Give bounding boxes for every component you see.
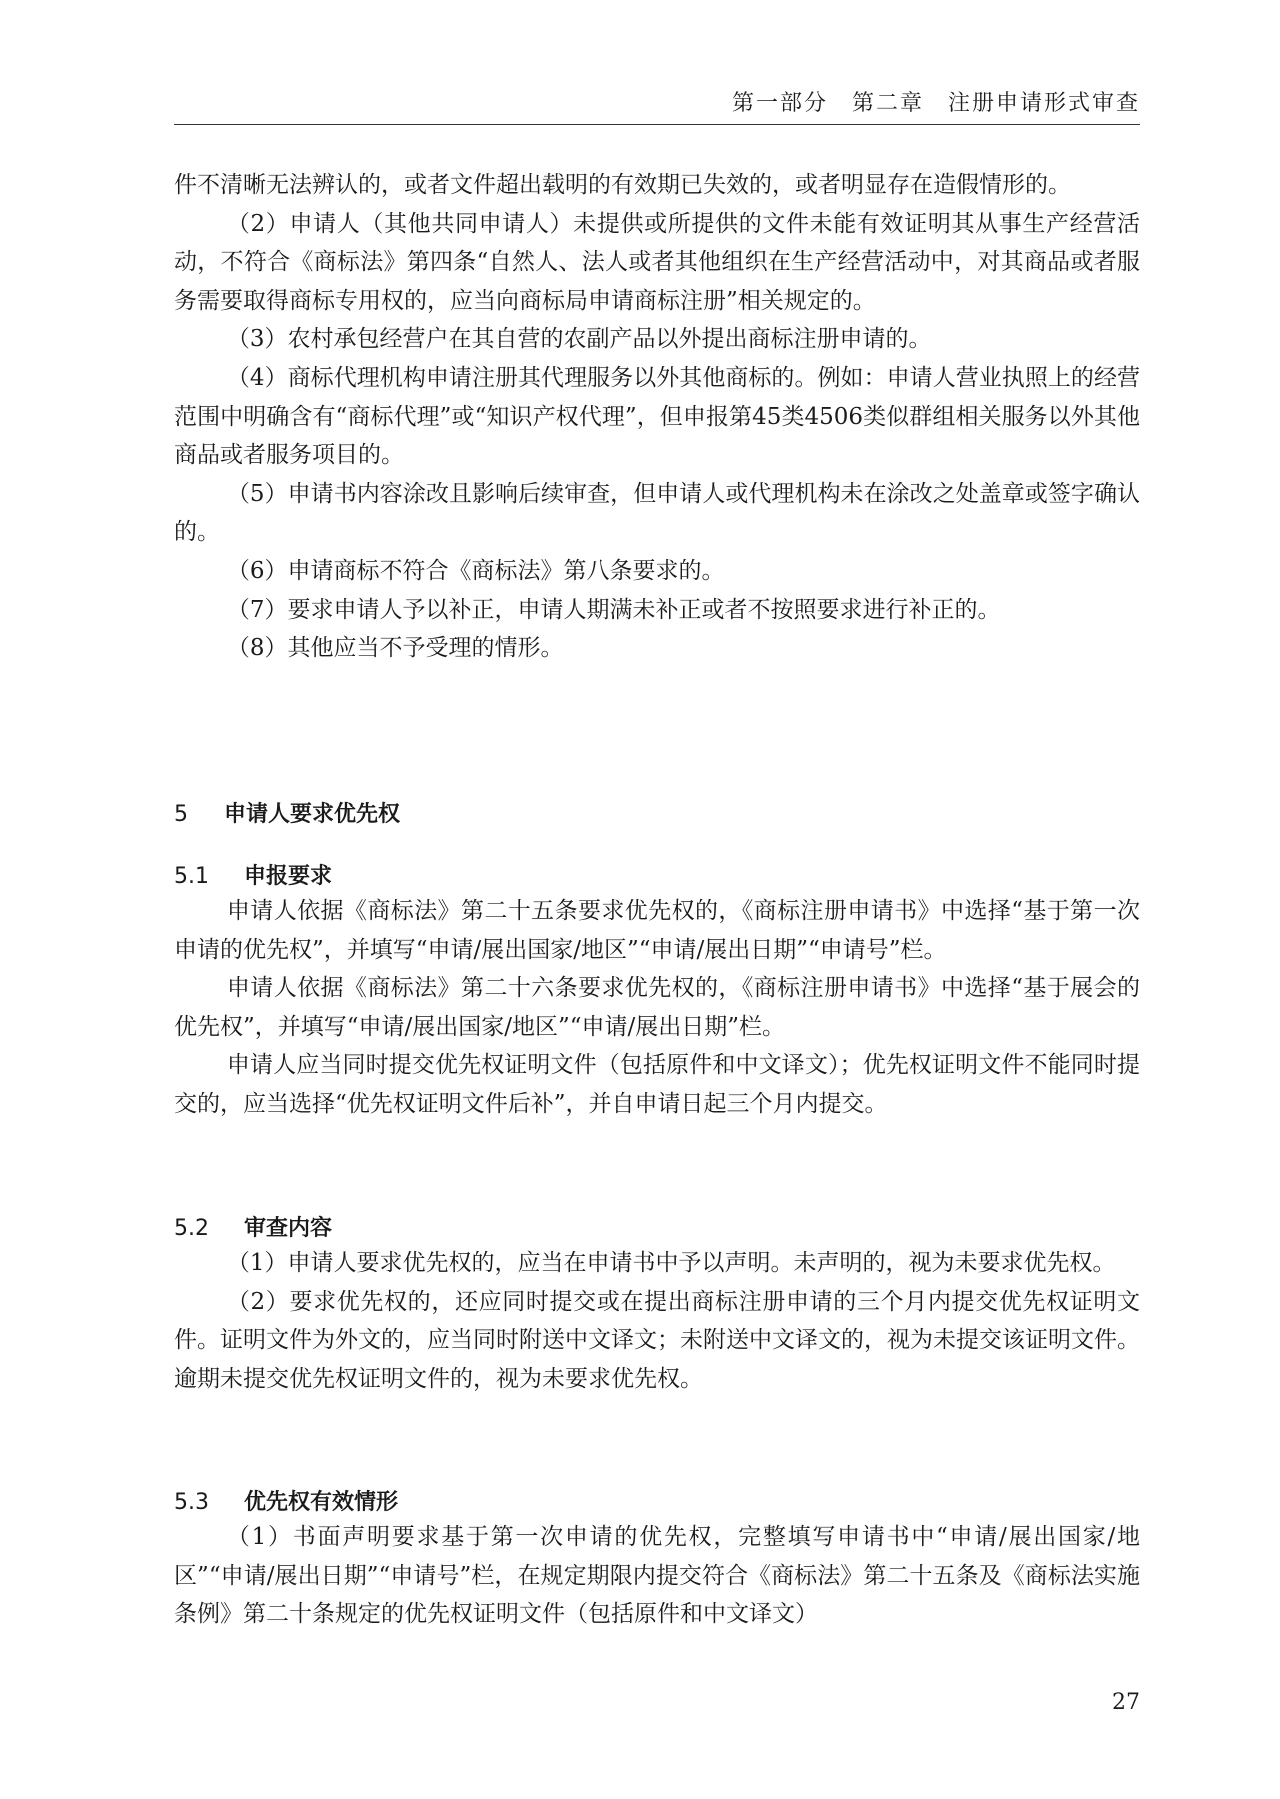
paragraph-item-4: （4）商标代理机构申请注册其代理服务以外其他商标的。例如：申请人营业执照上的经营范围中明确含有“商标代理”或“知识产权代理”，但申报第45类4506类似群组相关服务以外其他商品或者服务项目的。 xyxy=(174,364,1140,469)
running-title: 第一部分 第二章 注册申请形式审查 xyxy=(731,91,1140,116)
section-number: 5.1 xyxy=(174,864,209,889)
paragraph: （1）申请人要求优先权的，应当在申请书中予以声明。未声明的，视为未要求优先权。 xyxy=(226,1250,1116,1276)
paragraph-continuation: 件不清晰无法辨认的，或者文件超出载明的有效期已失效的，或者明显存在造假情形的。 xyxy=(174,172,1071,198)
section-number: 5.2 xyxy=(174,1216,209,1241)
paragraph: 申请人依据《商标法》第二十五条要求优先权的，《商标注册申请书》中选择“基于第一次申请的优先权”，并填写“申请/展出国家/地区”“申请/展出日期”“申请号”栏。 xyxy=(174,898,1140,963)
paragraph-item-5: （5）申请书内容涂改且影响后续审查，但申请人或代理机构未在涂改之处盖章或签字确认的。 xyxy=(174,480,1140,546)
section-number: 5.3 xyxy=(174,1490,209,1515)
section-number: 5 xyxy=(174,802,188,827)
paragraph-item-7: （7）要求申请人予以补正，申请人期满未补正或者不按照要求进行补正的。 xyxy=(226,596,1001,623)
paragraph-item-6: （6）申请商标不符合《商标法》第八条要求的。 xyxy=(226,557,725,584)
paragraph-item-2: （2）申请人（其他共同申请人）未提供或所提供的文件未能有效证明其从事生产经营活动，不符合《商标法》第四条“自然人、法人或者其他组织在生产经营活动中，对其商品或者服务需要取得商标专用权的，应当向商标局申请商标注册”相关规定的。 xyxy=(174,210,1140,314)
section-5-3-body xyxy=(174,1518,1140,1634)
paragraph-item-3: （3）农村承包经营户在其自营的农副产品以外提出商标注册申请的。 xyxy=(226,326,932,353)
paragraph: 申请人应当同时提交优先权证明文件（包括原件和中文译文）；优先权证明文件不能同时提交的，应当选择“优先权证明文件后补”，并自申请日起三个月内提交。 xyxy=(174,1052,1140,1117)
section-5-1-body xyxy=(174,892,1140,1124)
section-heading-5-2 xyxy=(174,1211,332,1242)
section-title: 优先权有效情形 xyxy=(244,1490,399,1515)
paragraph: （2）要求优先权的，还应同时提交或在提出商标注册申请的三个月内提交优先权证明文件。证明文件为外文的，应当同时附送中文译文；未附送中文译文的，视为未提交该证明文件。逾期未提交优先权证明文件的，视为未要求优先权。 xyxy=(174,1288,1140,1392)
section-title: 申请人要求优先权 xyxy=(224,802,401,827)
paragraph: （1）书面声明要求基于第一次申请的优先权，完整填写申请书中“申请/展出国家/地区”“申请/展出日期”“申请号”栏，在规定期限内提交符合《商标法》第二十五条及《商标法实施条例》第二十条规定的优先权证明文件（包括原件和中文译文） xyxy=(174,1524,1140,1628)
section-heading-5-1 xyxy=(174,859,332,890)
running-header xyxy=(174,84,1140,125)
paragraph-item-8: （8）其他应当不予受理的情形。 xyxy=(226,635,564,662)
section-heading-5-3 xyxy=(174,1485,398,1516)
section-title: 审查内容 xyxy=(244,1216,333,1241)
page-number: 27 xyxy=(1112,1690,1140,1715)
section-5-2-body xyxy=(174,1244,1140,1398)
section-title: 申报要求 xyxy=(244,864,333,889)
top-text-block xyxy=(174,166,1140,668)
paragraph: 申请人依据《商标法》第二十六条要求优先权的，《商标注册申请书》中选择“基于展会的优先权”，并填写“申请/展出国家/地区”“申请/展出日期”栏。 xyxy=(174,975,1140,1040)
section-heading-5 xyxy=(174,797,400,828)
